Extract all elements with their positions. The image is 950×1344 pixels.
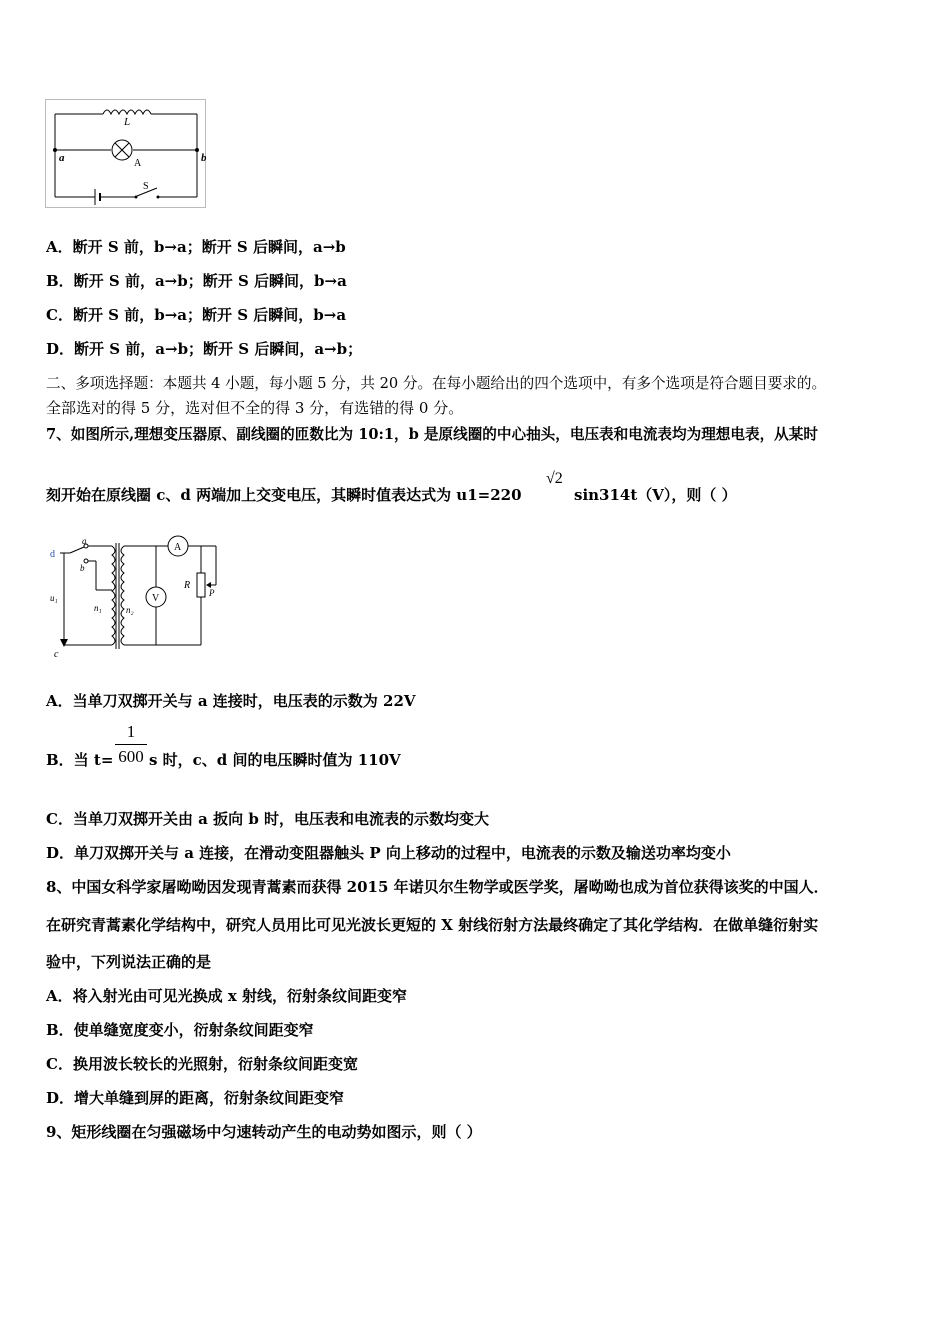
secondary-turns-label: n₂ [126, 605, 134, 615]
q7-stem-line2a: 刻开始在原线圈 c、d 两端加上交变电压，其瞬时值表达式为 u1=220 [46, 486, 522, 504]
q7-stem-line1: 7、如图所示,理想变压器原、副线圈的匝数比为 10:1，b 是原线圈的中心抽头，电压表和电流表均为理想电表，从某时 [46, 426, 818, 443]
q7-option-a: A．当单刀双掷开关与 a 连接时，电压表的示数为 22V [46, 692, 416, 710]
q9-stem: 9、矩形线圈在匀强磁场中匀速转动产生的电动势如图示，则（ ） [46, 1123, 482, 1141]
circuit-figure-1 [45, 99, 206, 208]
tap-b-label: b [80, 563, 85, 573]
q8-stem-line3: 验中，下列说法正确的是 [46, 953, 212, 971]
ammeter-label: A [174, 542, 182, 553]
q7-option-d: D．单刀双掷开关与 a 连接，在滑动变阻器触头 P 向上移动的过程中，电流表的示数及输送功率均变小 [46, 844, 731, 862]
q8-stem-line2: 在研究青蒿素化学结构中，研究人员用比可见光波长更短的 X 射线衍射方法最终确定了其化学结构．在做单缝衍射实 [46, 916, 819, 934]
voltmeter-label: V [152, 593, 160, 604]
q8-stem-line1: 8、中国女科学家屠呦呦因发现青蒿素而获得 2015 年诺贝尔生物学或医学奖，屠呦呦也成为首位获得该奖的中国人． [46, 878, 829, 896]
switch-label: S [143, 181, 149, 192]
voltage-u1-label: u₁ [50, 593, 58, 603]
fraction-denominator: 600 [118, 747, 144, 766]
section2-heading-line1: 二、多项选择题：本题共 4 小题，每小题 5 分，共 20 分。在每小题给出的四个选项中，有多个选项是符合题目要求的。 [46, 375, 827, 392]
q7-sqrt-symbol: √2 [546, 470, 563, 487]
q6-option-d: D．断开 S 前，a→b；断开 S 后瞬间，a→b； [46, 340, 363, 358]
q7-stem-line2b: sin314t（V），则（ ） [574, 486, 737, 504]
lamp-label: A [134, 158, 142, 169]
q8-option-c: C．换用波长较长的光照射，衍射条纹间距变宽 [46, 1055, 358, 1073]
transformer-figure [46, 535, 226, 660]
q6-option-b: B．断开 S 前，a→b；断开 S 后瞬间，b→a [46, 272, 347, 290]
fraction-1-over-600 [115, 722, 147, 767]
fraction-bar [115, 744, 147, 745]
q6-option-c: C．断开 S 前，b→a；断开 S 后瞬间，b→a [46, 306, 347, 324]
inductor-label: L [124, 116, 131, 128]
node-a-label: a [59, 152, 65, 164]
primary-turns-label: n₁ [94, 603, 102, 613]
transformer-diagram [46, 535, 226, 660]
terminal-d-label: d [50, 549, 55, 560]
fraction-numerator: 1 [126, 722, 136, 741]
terminal-c-label: c [54, 649, 59, 660]
q8-option-d: D．增大单缝到屏的距离，衍射条纹间距变窄 [46, 1089, 345, 1107]
circuit-diagram-1 [45, 99, 206, 208]
q7-option-b-suffix: s 时，c、d 间的电压瞬时值为 110V [149, 751, 401, 769]
tap-a-label: a [82, 536, 87, 546]
q8-option-a: A．将入射光由可见光换成 x 射线，衍射条纹间距变窄 [46, 987, 408, 1005]
q8-option-b: B．使单缝宽度变小，衍射条纹间距变窄 [46, 1021, 314, 1039]
q7-option-b-prefix: B．当 t= [46, 751, 114, 769]
q7-option-c: C．当单刀双掷开关由 a 扳向 b 时，电压表和电流表的示数均变大 [46, 810, 490, 828]
node-b-label: b [201, 152, 206, 164]
section2-heading-line2: 全部选对的得 5 分，选对但不全的得 3 分，有选错的得 0 分。 [46, 399, 464, 417]
resistor-label: R [184, 580, 191, 591]
slider-label: P [209, 588, 215, 598]
q6-option-a: A．断开 S 前，b→a；断开 S 后瞬间，a→b [46, 238, 346, 256]
